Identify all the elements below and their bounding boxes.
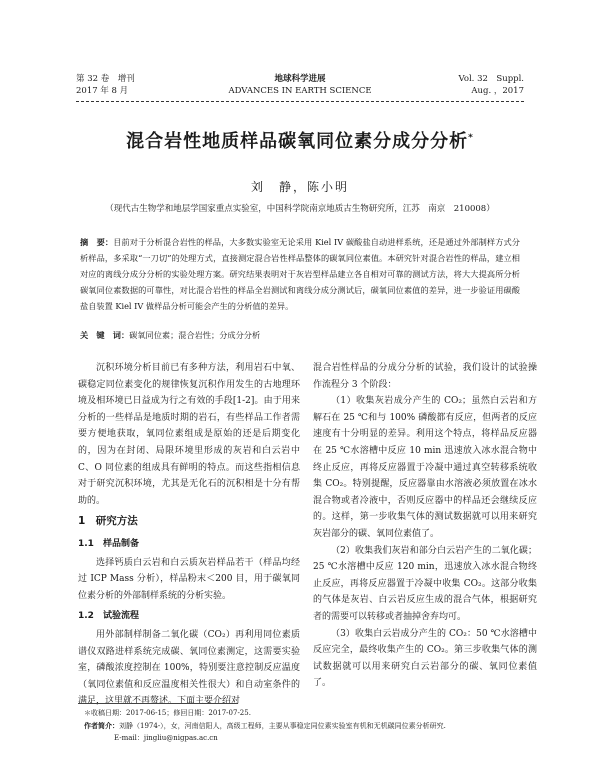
journal-name-cn: 地球科学进展: [274, 74, 326, 84]
step-2-paragraph: （2）收集我们灰岩和部分白云岩产生的二氧化碳；25 ℃水溶槽中反应 120 min，迅速放入冰水混合物终止反应，再将反应器置于冷凝中收集 CO₂。这部分收集的气体是灰岩、白云岩反应生成的混合气体，根据研究者的需要可以转移或者抽掉舍弃均可。: [313, 545, 537, 622]
abstract: [80, 234, 520, 314]
footnote-author-label: 作者简介：: [84, 721, 119, 730]
footnote-divider: [78, 703, 238, 704]
procedure-continued: 混合岩性样品的分成分分析的试验，我们设计的试验操作流程分 3 个阶段：: [313, 363, 537, 390]
header-date-cn: 2017 年 8 月: [76, 86, 129, 96]
keywords-text: 碳氧同位素；混合岩性；分成分分析: [129, 330, 261, 340]
section-heading-methods: 1 研究方法: [78, 515, 138, 528]
affiliation: （现代古生物学和地层学国家重点实验室，中国科学院南京地质古生物研究所，江苏 南京 210008）: [105, 204, 495, 214]
header-volume-cn: 第 32 卷 增刊: [76, 74, 135, 84]
paper-title: [60, 127, 540, 153]
footnote-email: E-mail：jingliu@nigpas.ac.cn: [114, 734, 218, 742]
keywords-label: 关 键 词：: [80, 330, 130, 340]
footnote-author-text: 刘静（1974-），女，河南信阳人，高级工程师，主要从事稳定同位素实验室有机和无机碳同位素分析研究.: [119, 721, 446, 730]
body-left-column: [78, 360, 300, 710]
paper-title-text: 混合岩性地质样品碳氧同位素分成分分析: [126, 131, 469, 152]
author-list: 刘 静，陈小明: [250, 180, 349, 194]
footnote-author-bio: [84, 720, 540, 733]
title-footnote-mark: *: [468, 133, 474, 143]
sample-prep-paragraph: 选择钙质白云岩和白云质灰岩样品若干（样品均经过 ICP Mass 分析），样品粉末＜200 目，用于碳氧同位素分析的外部制样系统的分析实验。: [78, 557, 300, 601]
keywords: [80, 330, 520, 341]
section-heading-sample-prep: 1.1 样品制备: [78, 538, 139, 549]
footnote-received: ＊收稿日期：2017-06-15；修回日期：2017-07-25.: [84, 709, 251, 717]
step-3-paragraph: （3）收集白云岩成分产生的 CO₂：50 ℃水溶槽中反应完全，最终收集产生的 CO₂。第三步收集气体的测试数据就可以用来研究白云岩部分的碳、氧同位素值了。: [313, 628, 537, 689]
abstract-text: 目前对于分析混合岩性的样品，大多数实验室无论采用 Kiel IV 碳酸盐自动进样系统，还是通过外部制样方式分析样品，多采取“一刀切”的处理方式，直接测定混合岩性样品整体的碳氧同位素值。本研究针对混合岩性的样品，建立相对应的离线分成分分析的实验处理方案。研究结果表明对于灰岩型样品建立各自相对可靠的测试方法，将大大提高所分析碳氧同位素数据的可靠性，对比混合岩性的样品全岩测试和离线分成分测试后，碳氧同位素值的差异，进一步验证用碳酸盐自装置 Kiel IV 做样品分析可能会产生的分析值的差异。: [80, 237, 520, 311]
body-right-column: [313, 360, 537, 692]
header-divider: [76, 101, 524, 102]
header-journal: [200, 73, 400, 97]
header-vol-en: Vol. 32 Suppl.: [458, 74, 524, 84]
footnote: [84, 707, 540, 745]
header-volume-en: [458, 73, 524, 97]
header-volume: [76, 73, 135, 97]
abstract-label: 摘 要：: [80, 237, 114, 247]
step-1-paragraph: （1）收集灰岩成分产生的 CO₂；虽然白云岩和方解石在 25 ℃和与 100% 磷酸都有反应，但两者的反应速度有十分明显的差异。利用这个特点，将样品反应器在 25 ℃水溶槽中反应 10 min 迅速放入冰水混合物中终止反应，再将反应器置于冷凝中通过真空转移系统收集 CO₂。特别提醒，反应器靠由水溶液必须放置在冰水混合物或者冷液中，否则反应器中的样品还会继续反应的。这样，第一步收集气体的测试数据就可以用来研究灰岩部分的碳、氧同位素值了。: [313, 396, 537, 539]
journal-name-en: ADVANCES IN EARTH SCIENCE: [228, 86, 372, 96]
header-date-en: Aug. ，2017: [471, 86, 524, 96]
procedure-paragraph: 用外部制样制备二氧化碳（CO₂）再利用同位素质谱仪双路进样系统完成碳、氧同位素测定，这需要实验室，磷酸浓度控制在 100%，特别要注意控制反应温度（氧同位素值和反应温度相关性很大）和自动室条件的满足，这里就不再赘述。下面主要介绍对: [78, 629, 300, 707]
intro-paragraph: 沉积环境分析目前已有多种方法，利用岩石中氧、碳稳定同位素变化的规律恢复沉积作用发生的古地理环境及相环境已日益成为行之有效的手段[1-2]。由于用来分析的一些样品是地质时期的岩石，有些样品工作者需要方便地获取，氧同位素组成是原始的还是后期变化的，因为在封闭、局限环境里形成的灰岩和白云岩中 C、O 同位素的组成具有鲜明的特点。而这些指相信息对于研究沉积环境，尤其是无化石的沉积相是十分有帮助的。: [78, 363, 300, 506]
section-heading-procedure: 1.2 试验流程: [78, 611, 139, 622]
